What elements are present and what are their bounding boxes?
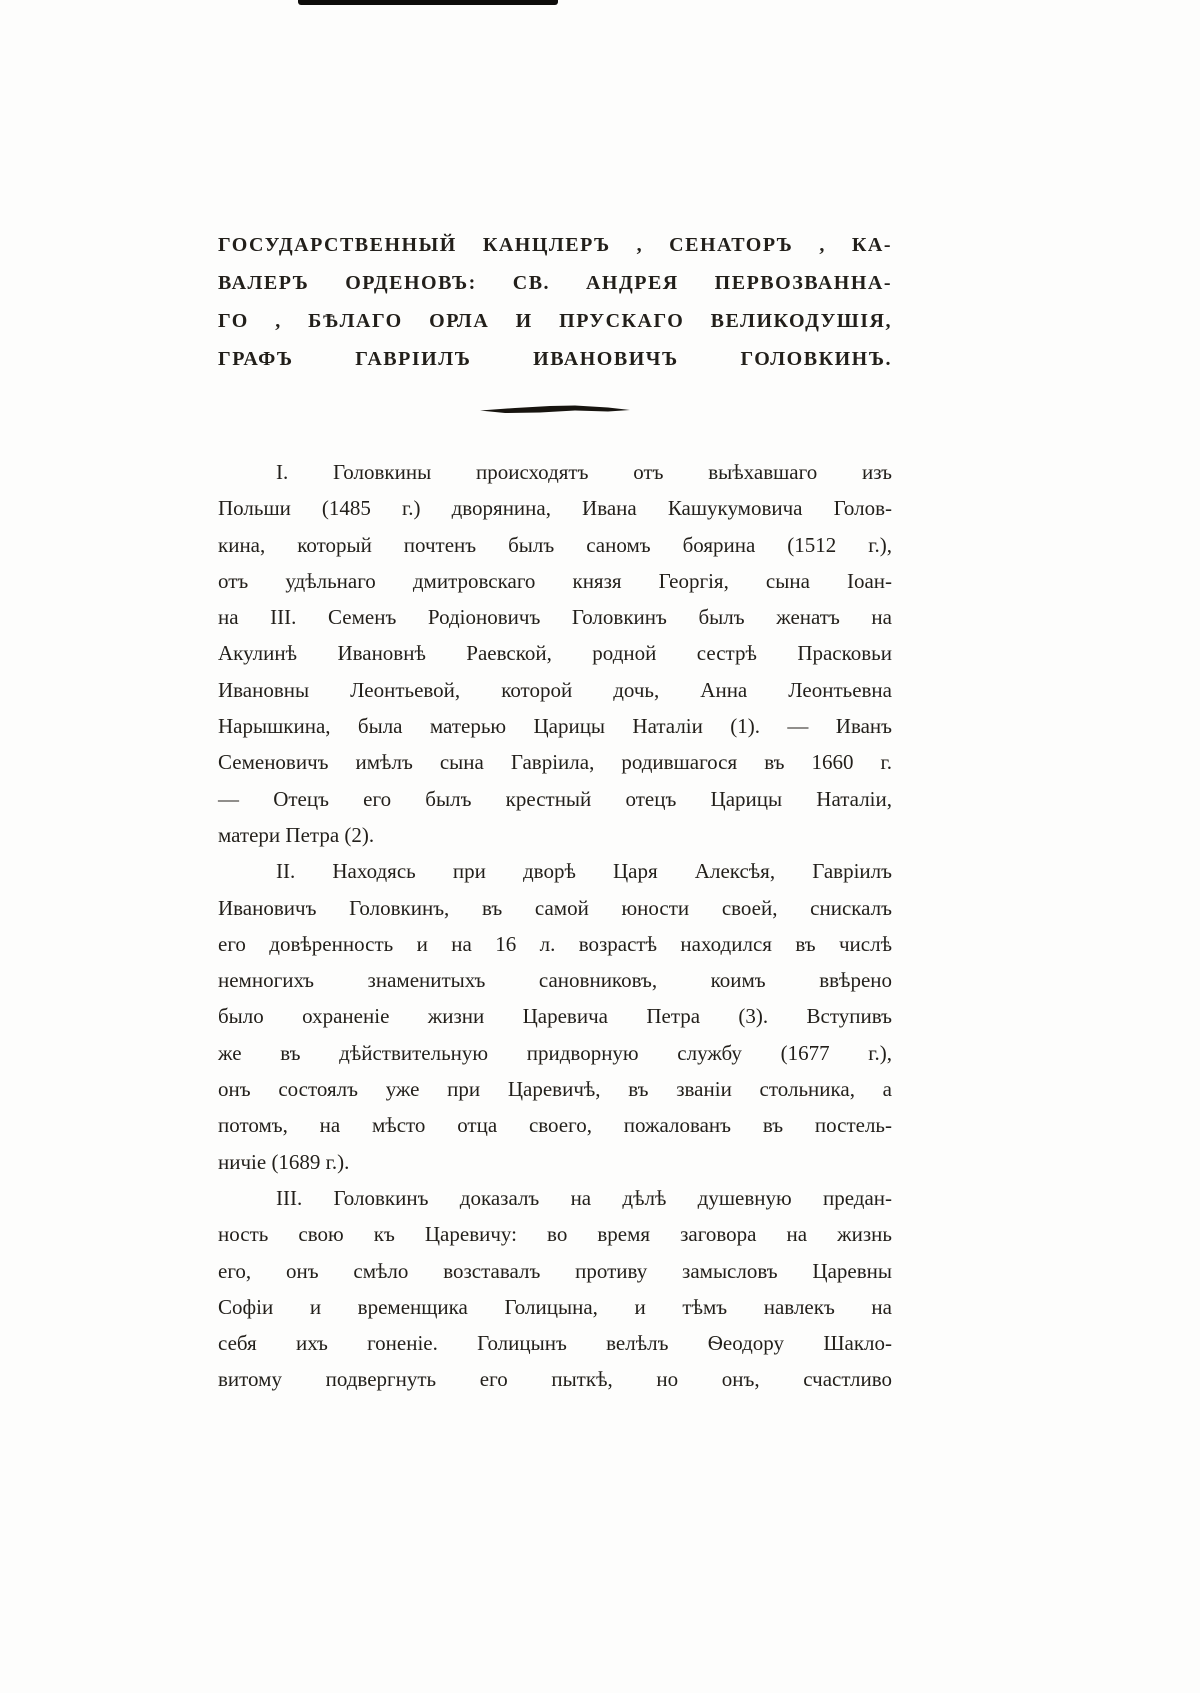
title-line: ГО , БѢЛАГО ОРЛА И ПРУСКАГО ВЕЛИКОДУШІЯ, xyxy=(218,310,892,332)
scan-artifact xyxy=(298,0,558,5)
text-line: матери Петра (2). xyxy=(218,822,375,847)
text-line: — Отецъ его былъ крестный отецъ Царицы Наталіи, xyxy=(218,786,892,811)
text-line: ность свою къ Царевичу: во время заговора на жизнь xyxy=(218,1222,892,1247)
text-line: немногихъ знаменитыхъ сановниковъ, коимъ ввѣрено xyxy=(218,968,892,993)
text-line: его, онъ смѣло возставалъ противу замысловъ Царевны xyxy=(218,1258,892,1283)
paragraph-III xyxy=(218,1180,892,1398)
text-line: себя ихъ гоненіе. Голицынъ велѣлъ Ѳеодору Шакло- xyxy=(218,1331,892,1356)
text-line: III. Головкинъ доказалъ на дѣлѣ душевную предан- xyxy=(276,1185,892,1210)
text-line: I. Головкины происходятъ отъ выѣхавшаго изъ xyxy=(276,460,892,484)
title-line: ГОСУДАРСТВЕННЫЙ КАНЦЛЕРЪ , СЕНАТОРЪ , КА- xyxy=(218,234,892,256)
divider xyxy=(218,402,892,420)
body-text xyxy=(218,454,892,1398)
ornamental-rule-icon xyxy=(480,403,630,415)
text-line: онъ состоялъ уже при Царевичѣ, въ званіи стольника, а xyxy=(218,1077,892,1102)
text-line: Семеновичъ имѣлъ сына Гавріила, родившагося въ 1660 г. xyxy=(218,750,892,775)
title-line: ВАЛЕРЪ ОРДЕНОВЪ: СВ. АНДРЕЯ ПЕРВОЗВАННА- xyxy=(218,272,892,294)
paragraph-I xyxy=(218,454,892,853)
text-line: отъ удѣльнаго дмитровскаго князя Георгія, сына Іоан- xyxy=(218,568,892,593)
text-line: витому подвергнуть его пыткѣ, но онъ, счастливо xyxy=(218,1367,892,1392)
text-line: же въ дѣйствительную придворную службу (1677 г.), xyxy=(218,1040,892,1065)
text-line: кина, который почтенъ былъ саномъ боярина (1512 г.), xyxy=(218,532,892,557)
text-line: Польши (1485 г.) дворянина, Ивана Кашукумовича Голов- xyxy=(218,496,892,521)
text-line: II. Находясь при дворѣ Царя Алексѣя, Гавріилъ xyxy=(276,859,892,884)
text-line: ничіе (1689 г.). xyxy=(218,1149,350,1174)
text-line: потомъ, на мѣсто отца своего, пожалованъ въ постель- xyxy=(218,1113,892,1138)
text-line: Акулинѣ Ивановнѣ Раевской, родной сестрѣ Прасковьи xyxy=(218,641,892,666)
text-line: Нарышкина, была матерью Царицы Наталіи (1). — Иванъ xyxy=(218,714,892,739)
text-line: Ивановичъ Головкинъ, въ самой юности своей, снискалъ xyxy=(218,895,892,920)
text-line: Ивановны Леонтьевой, которой дочь, Анна Леонтьевна xyxy=(218,677,892,702)
text-block xyxy=(218,226,892,1398)
text-line: было охраненіе жизни Царевича Петра (3). Вступивъ xyxy=(218,1004,892,1029)
text-line: Софіи и временщика Голицына, и тѣмъ навлекъ на xyxy=(218,1294,892,1319)
chapter-title xyxy=(218,226,892,378)
title-line: ГРАФЪ ГАВРІИЛЪ ИВАНОВИЧЪ ГОЛОВКИНЪ. xyxy=(218,348,892,370)
paragraph-II xyxy=(218,853,892,1180)
text-line: его довѣренность и на 16 л. возрастѣ находился въ числѣ xyxy=(218,931,892,956)
text-line: на III. Семенъ Родіоновичъ Головкинъ былъ женатъ на xyxy=(218,605,892,630)
